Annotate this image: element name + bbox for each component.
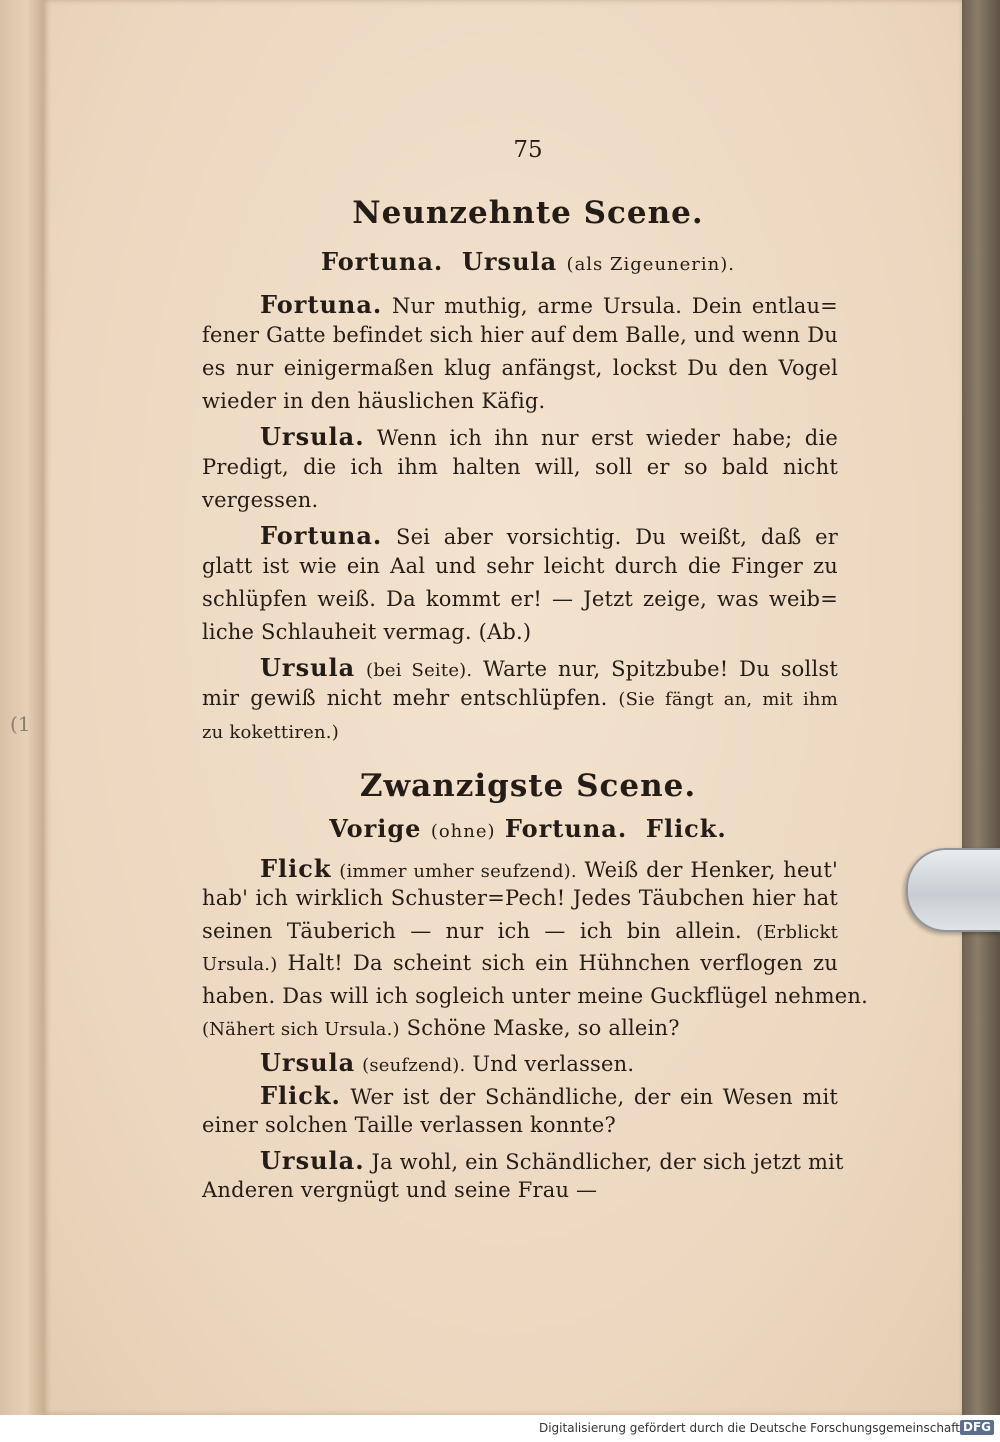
line-text: Predigt, die ich ihm halten will, soll er so bald nicht — [202, 455, 838, 479]
stage-direction: Ursula.) — [202, 954, 278, 976]
text-line — [202, 587, 838, 611]
text-line — [202, 686, 838, 710]
cast-fortuna: Fortuna. — [320, 247, 444, 276]
text-line — [202, 455, 838, 479]
text-line — [202, 719, 838, 743]
text-line — [202, 356, 838, 380]
speaker-name: Ursula. — [260, 422, 365, 451]
line-text: vergessen. — [202, 488, 319, 512]
text-line — [202, 653, 838, 682]
cast-vorige: Vorige — [329, 814, 422, 843]
text-line — [202, 1113, 838, 1137]
line-text: es nur einigermaßen klug anfängst, lockst Du den Vogel — [202, 356, 838, 380]
scene-19-title: Neunzehnte Scene. — [352, 195, 704, 231]
text-line — [202, 554, 838, 578]
speaker-name: Flick — [260, 854, 332, 883]
line-text: Schöne Maske, so allein? — [406, 1016, 680, 1040]
text-line — [202, 1178, 838, 1202]
text-line — [202, 854, 838, 883]
text-line — [202, 389, 838, 413]
text-line — [202, 1048, 838, 1077]
text-line — [202, 919, 838, 943]
stage-direction: (immer umher seufzend). — [339, 861, 577, 882]
line-text: schlüpfen weiß. Da kommt er! — Jetzt zeige, was weib= — [202, 587, 838, 611]
stage-direction: (seufzend). — [362, 1055, 466, 1077]
line-text: haben. Das will ich sogleich unter meine Guckflügel nehmen. — [202, 983, 868, 1008]
text-line — [202, 983, 868, 1008]
speaker-name: Ursula — [260, 653, 356, 682]
text-line — [202, 488, 838, 512]
line-text: Nur muthig, arme Ursula. Dein entlau= — [391, 294, 838, 318]
scene-19-cast — [158, 247, 898, 276]
line-text: Und verlassen. — [472, 1052, 635, 1077]
right-page-edge — [962, 0, 1000, 1415]
cast-flick: Flick. — [645, 814, 727, 843]
line-text: wieder in den häuslichen Käfig. — [202, 389, 546, 413]
line-text: hab' ich wirklich Schuster=Pech! Jedes Täubchen hier hat — [202, 886, 838, 911]
line-text: Wenn ich ihn nur erst wieder habe; die — [376, 426, 838, 450]
line-text: Sei aber vorsichtig. Du weißt, daß er — [395, 525, 838, 549]
cast-fortuna: Fortuna. — [504, 814, 628, 843]
stage-direction: zu kokettiren.) — [202, 722, 339, 743]
cast-ohne: (ohne) — [430, 821, 496, 842]
text-line — [202, 521, 838, 550]
speaker-name: Flick. — [260, 1080, 341, 1110]
line-text: Ja wohl, ein Schändlicher, der sich jetzt mit — [371, 1149, 844, 1174]
line-text: Halt! Da scheint sich ein Hühnchen verflogen zu — [287, 951, 838, 976]
text-line — [202, 886, 838, 910]
page-number: 75 — [513, 137, 543, 163]
line-text: Wer ist der Schändliche, der ein Wesen mit — [350, 1084, 838, 1109]
line-text: liche Schlauheit vermag. (Ab.) — [202, 620, 532, 644]
stage-direction: (Sie fängt an, mit ihm — [618, 689, 838, 710]
line-text: fener Gatte befindet sich hier auf dem Balle, und wenn Du — [202, 323, 838, 347]
line-text: einer solchen Taille verlassen konnte? — [202, 1113, 616, 1138]
left-page-edge — [0, 0, 45, 1415]
scene-20-title: Zwanzigste Scene. — [359, 768, 697, 804]
cast-note: (als Zigeunerin). — [566, 254, 735, 275]
line-text: Anderen vergnügt und seine Frau — — [202, 1178, 598, 1202]
line-text: glatt ist wie ein Aal und sehr leicht durch die Finger zu — [202, 554, 838, 578]
text-line — [202, 951, 838, 975]
text-line — [202, 1145, 844, 1175]
line-text: seinen Täuberich — nur ich — ich bin allein. — [202, 918, 742, 943]
footer-bar — [0, 1415, 1000, 1442]
page-clip — [906, 848, 1000, 932]
text-line — [202, 1081, 838, 1110]
speaker-name: Ursula — [260, 1048, 356, 1078]
cast-ursula: Ursula — [461, 247, 558, 276]
speaker-name: Ursula. — [260, 1145, 365, 1175]
line-text: mir gewiß nicht mehr entschlüpfen. — [202, 686, 608, 710]
stage-direction: (Nähert sich Ursula.) — [202, 1019, 400, 1040]
text-line — [202, 620, 838, 644]
stage-direction: (Erblickt — [756, 921, 838, 943]
text-line — [202, 290, 838, 319]
speaker-name: Fortuna. — [260, 290, 383, 319]
footer-credit: Digitalisierung gefördert durch die Deutsche Forschungsgemeinschaft — [538, 1421, 960, 1435]
scene-20-cast — [158, 814, 898, 843]
stage-direction: (bei Seite). — [365, 660, 473, 681]
line-text: Warte nur, Spitzbube! Du sollst — [483, 657, 838, 681]
dfg-logo: DFG — [960, 1420, 994, 1435]
margin-mark: (1 — [10, 712, 31, 736]
text-line — [202, 1016, 838, 1040]
text-line — [202, 323, 838, 347]
line-text: Weiß der Henker, heut' — [584, 858, 838, 882]
text-line — [202, 422, 838, 451]
speaker-name: Fortuna. — [260, 521, 383, 550]
